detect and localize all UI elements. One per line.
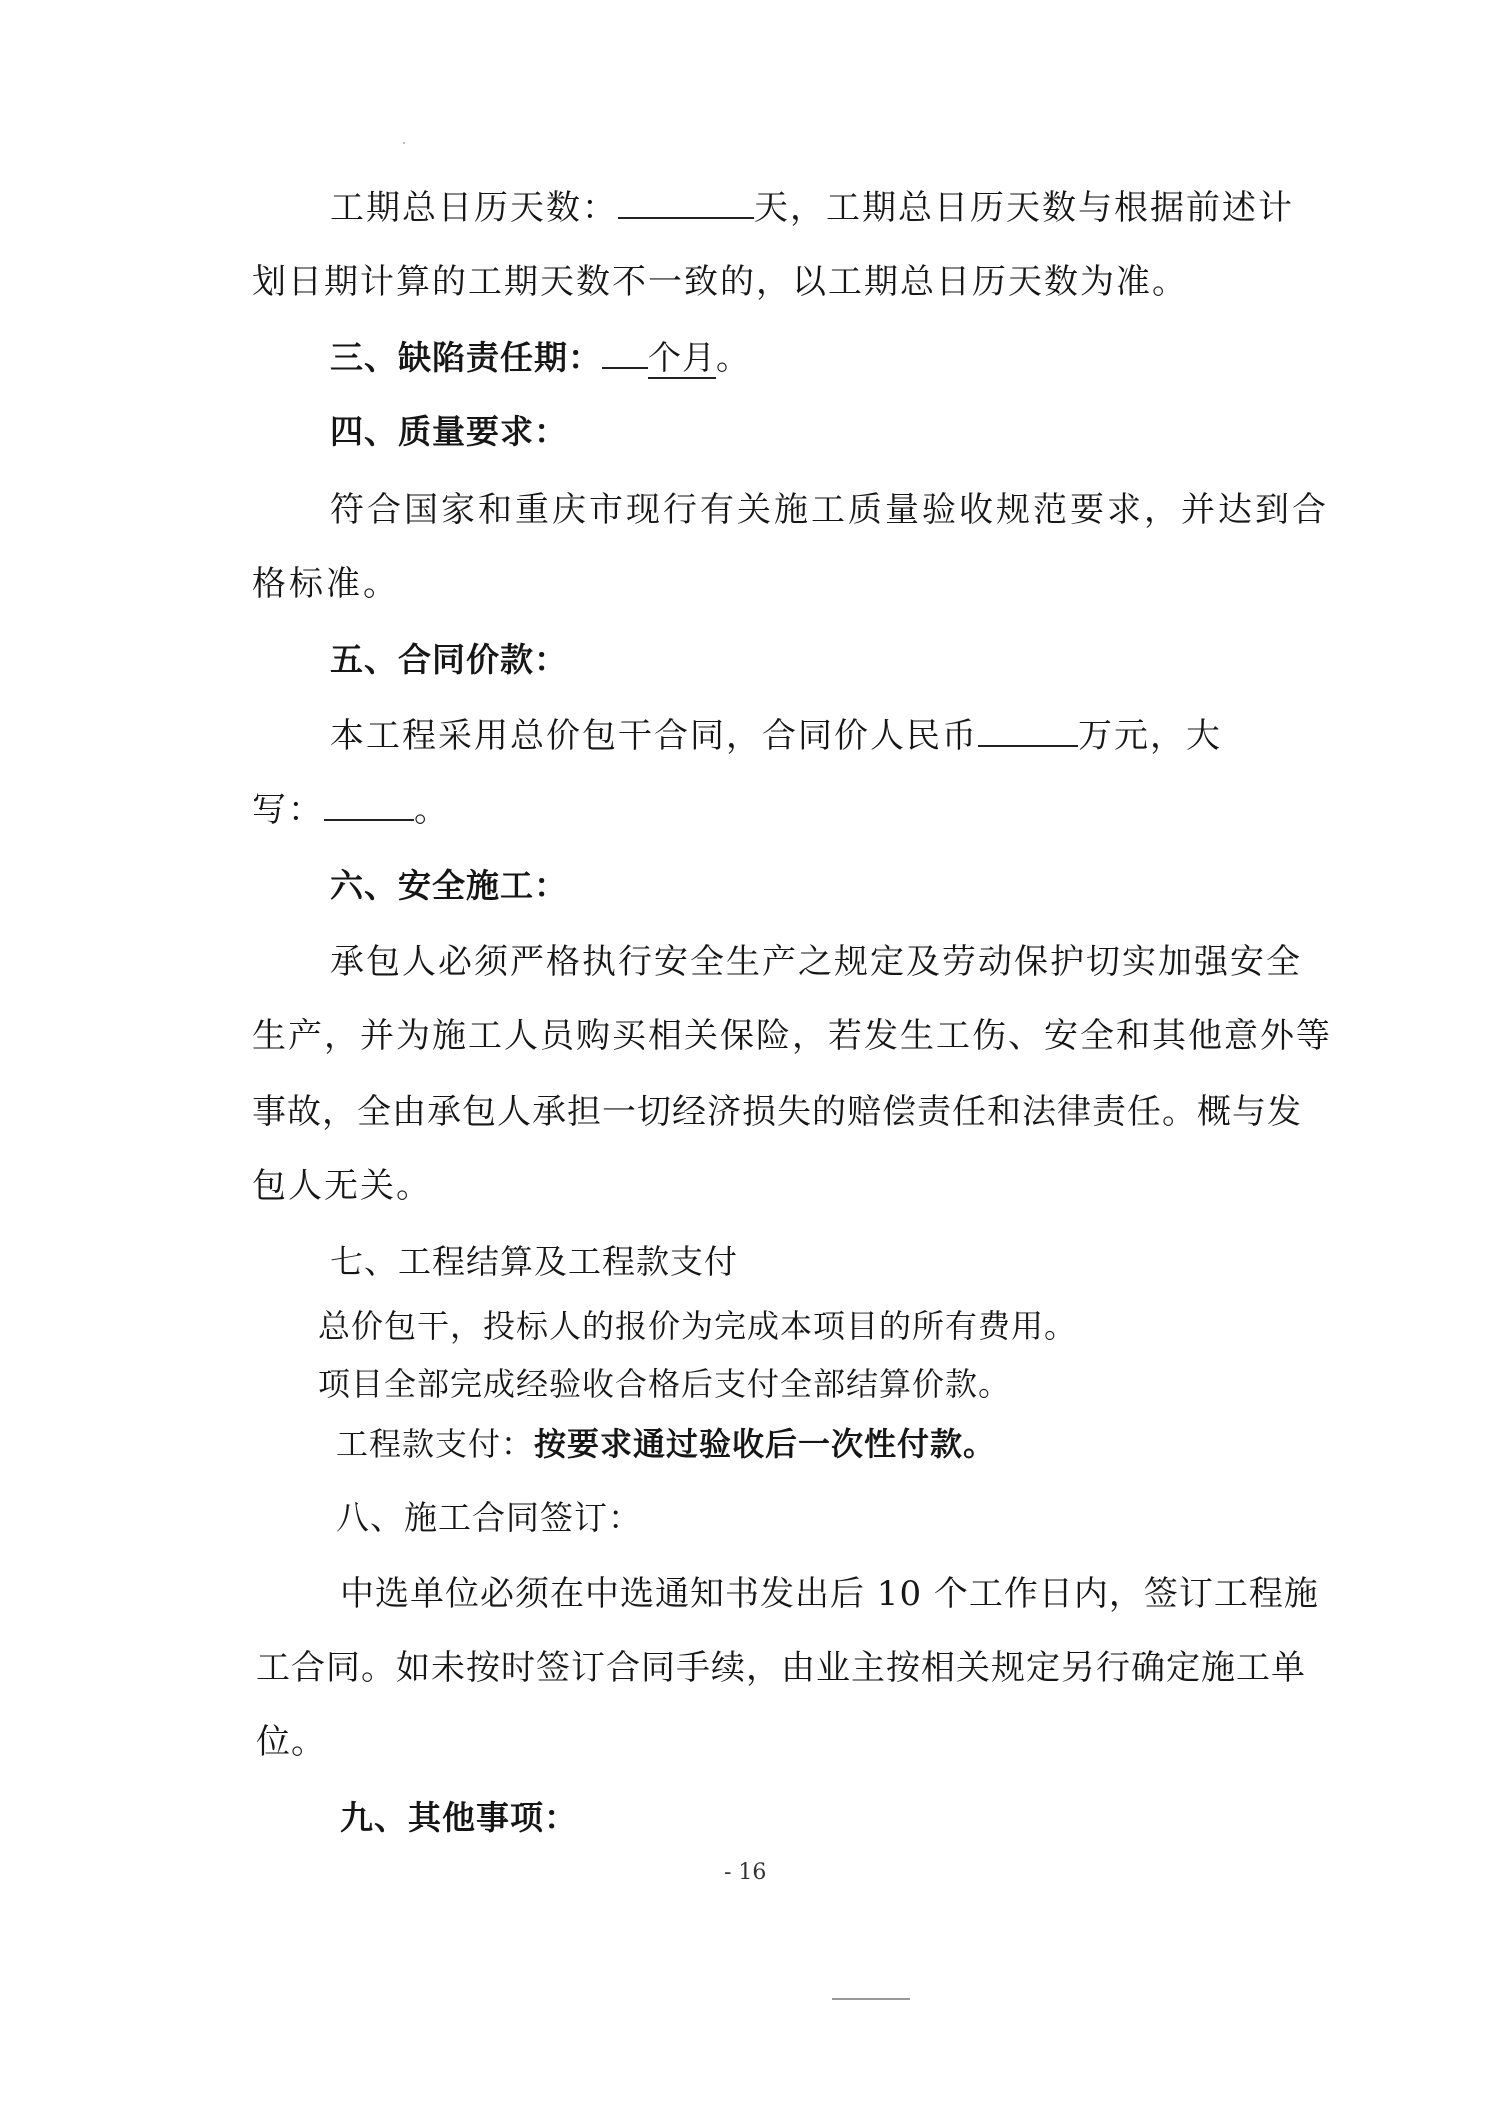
section-heading-contract-signing: 八、施工合同签订： [336,1498,642,1537]
section-heading-contract-price: 五、合同价款： [330,640,568,679]
duration-line-2: 划日期计算的工期天数不一致的，以工期总日历天数为准。 [252,262,1188,302]
duration-label: 工期总日历天数： [330,188,618,228]
section-heading-settlement: 七、工程结算及工程款支付 [330,1242,738,1281]
settlement-line-1: 总价包干，投标人的报价为完成本项目的所有费用。 [318,1307,1078,1345]
signing-line-1: 中选单位必须在中选通知书发出后 10 个工作日内，签订工程施 [340,1574,1319,1614]
safety-line-4: 包人无关。 [252,1166,432,1206]
safety-line-1: 承包人必须严格执行安全生产之规定及劳动保护切实加强安全 [330,942,1302,982]
section-heading-quality: 四、质量要求： [330,412,568,451]
quality-line-2: 格标准。 [252,564,400,604]
page-number: - 16 [724,1860,767,1885]
signing-line-2: 工合同。如未按时签订合同手续，由业主按相关规定另行确定施工单 [256,1648,1306,1688]
signing-line-3: 位。 [256,1722,326,1762]
price-line-1: 本工程采用总价包干合同，合同价人民币 万元，大 [330,716,1222,756]
price-line-2: 写： 。 [252,790,450,830]
quality-line-1: 符合国家和重庆市现行有关施工质量验收规范要求，并达到合 [330,490,1329,530]
section-heading-safety: 六、安全施工： [330,866,568,905]
section-heading-defect-period: 三、缺陷责任期： 个月。 [330,338,750,377]
price-words-blank [324,789,414,821]
safety-line-3: 事故，全由承包人承担一切经济损失的赔偿责任和法律责任。概与发 [252,1092,1302,1132]
section-heading-other: 九、其他事项： [340,1798,578,1837]
price-amount-blank [978,715,1078,747]
settlement-line-2: 项目全部完成经验收合格后支付全部结算价款。 [318,1365,1012,1403]
defect-months-blank [602,337,648,369]
safety-line-2: 生产，并为施工人员购买相关保险，若发生工伤、安全和其他意外等 [252,1016,1332,1056]
duration-text: 天，工期总日历天数与根据前述计 [754,188,1294,228]
scan-speck [403,142,405,144]
duration-days-blank [618,187,754,219]
settlement-line-3: 工程款支付：按要求通过验收后一次性付款。 [336,1425,997,1463]
footer-rule [832,1998,910,2000]
duration-line-1 [330,184,1294,232]
